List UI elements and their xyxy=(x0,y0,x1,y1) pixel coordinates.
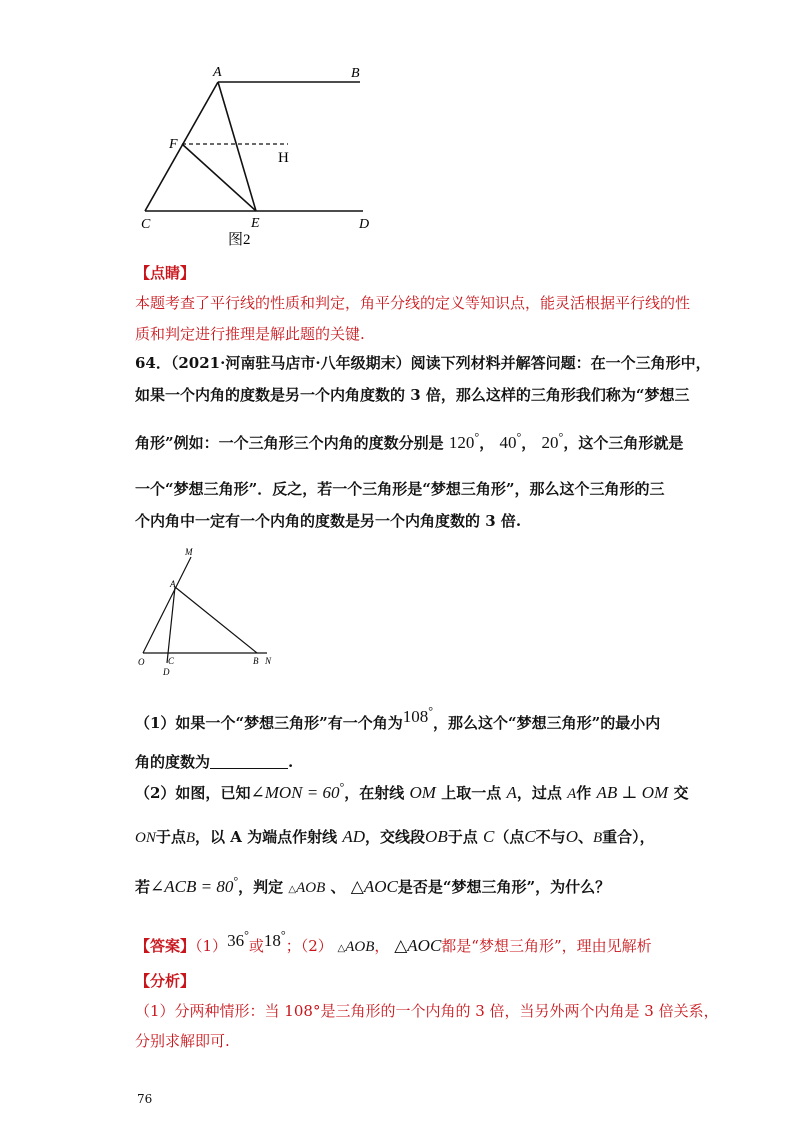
q2-text-f: 交 xyxy=(673,784,689,802)
angle-20: 20° xyxy=(541,430,564,452)
ray-ad-label: AD xyxy=(342,827,366,846)
figure-2 xyxy=(135,60,385,250)
ray-om xyxy=(143,557,191,653)
q2-text-i: ，交线段 xyxy=(365,828,426,846)
q1-line-1 xyxy=(135,704,660,733)
answer-header: 【答案】 xyxy=(135,937,196,955)
q2-text-j: 于点 xyxy=(447,828,478,846)
problem-line-5: 个内角中一定有一个内角的度数是另一个内角度数的 3 倍. xyxy=(135,512,522,530)
angle-40: 40° xyxy=(499,430,522,452)
angle-120: 120° xyxy=(448,430,480,452)
problem-line-1: 64．（2021·河南驻马店市·八年级期末）阅读下列材料并解答问题：在一个三角形中， xyxy=(135,354,711,372)
answer-blank[interactable] xyxy=(210,754,288,769)
perp-ab-om: AB ⊥ OM xyxy=(596,783,669,802)
dianjing-header: 【点睛】 xyxy=(135,264,196,282)
label-d: D xyxy=(163,667,170,677)
problem-line-4: 一个“梦想三角形”．反之，若一个三角形是“梦想三角形”，那么这个三角形的三 xyxy=(135,480,665,498)
q2-text-d: ，过点 xyxy=(516,784,562,802)
angle-mon: ∠MON = 60° xyxy=(250,780,345,802)
angle-acb: ∠ACB = 80° xyxy=(150,874,239,896)
q2-text-h: ，以 A 为端点作射线 xyxy=(195,828,338,846)
q2-text-l: 不与 xyxy=(535,828,566,846)
answer-18: 18° xyxy=(263,928,286,950)
q2-text-a: （2）如图，已知 xyxy=(135,784,251,802)
q2-text-q: 、 xyxy=(330,878,346,896)
answer-part-a: （1） xyxy=(195,937,228,955)
point-a-2: A xyxy=(567,786,577,802)
q2-text-p: ，判定 xyxy=(238,878,284,896)
analysis-header: 【分析】 xyxy=(135,972,196,990)
q2-line-2 xyxy=(135,826,655,847)
answer-sep: ， xyxy=(374,937,390,955)
label-e: E xyxy=(251,216,260,231)
segment-ab xyxy=(175,587,257,653)
angle-108: 108° xyxy=(402,704,434,726)
label-m: M xyxy=(185,547,193,557)
label-c: C xyxy=(168,656,175,666)
answer-36: 36° xyxy=(227,928,249,950)
triangle-aob: △AOB xyxy=(288,880,326,896)
label-a: A xyxy=(170,579,176,589)
answer-line xyxy=(135,928,652,956)
label-n: N xyxy=(265,656,272,666)
answer-or: 或 xyxy=(248,937,264,955)
q2-text-b: ，在射线 xyxy=(344,784,405,802)
ray-om-label: OM xyxy=(409,783,436,802)
label-b: B xyxy=(351,66,360,81)
answer-part-c: 都是“梦想三角形”，理由见解析 xyxy=(441,937,652,955)
q2-text-o: 若 xyxy=(135,878,151,896)
q2-line-3 xyxy=(135,874,610,897)
segment-ob-label: OB xyxy=(425,827,448,846)
q2-text-k: （点 xyxy=(494,828,525,846)
ray-ad xyxy=(167,587,175,663)
q2-text-g: 于点 xyxy=(155,828,186,846)
analysis-line-1: （1）分两种情形：当 108°是三角形的一个内角的 3 倍，当另外两个内角是 3 倍关系， xyxy=(135,1002,719,1020)
page-number: 76 xyxy=(137,1092,153,1106)
label-o: O xyxy=(138,657,145,667)
segment-fe xyxy=(182,144,256,211)
analysis-line-2: 分别求解即可. xyxy=(135,1032,230,1050)
figure-mon xyxy=(135,545,285,680)
q2-text-c: 上取一点 xyxy=(441,784,502,802)
point-c-2: C xyxy=(524,827,536,846)
label-d: D xyxy=(359,217,370,232)
point-o: O xyxy=(565,827,578,846)
ray-on-label: ON xyxy=(135,830,156,846)
dianjing-line-2: 质和判定进行推理是解此题的关键. xyxy=(135,325,365,343)
sep-2: ， xyxy=(521,434,537,452)
problem-line-3-a: 角形”例如：一个三角形三个内角的度数分别是 xyxy=(135,434,444,452)
q2-text-r: 是否是“梦想三角形”，为什么？ xyxy=(397,878,611,896)
point-b-2: B xyxy=(592,830,603,846)
point-c: C xyxy=(482,827,495,846)
problem-line-2: 如果一个内角的度数是另一个内角度数的 3 倍，那么这样的三角形我们称为“梦想三 xyxy=(135,386,690,404)
q1-part-a: （1）如果一个“梦想三角形”有一个角为 xyxy=(135,714,403,732)
answer-part-b: ；（2） xyxy=(285,937,333,955)
segment-ae xyxy=(218,82,256,211)
answer-triangle-aob: △AOB xyxy=(337,939,375,955)
q2-text-n: 重合）， xyxy=(602,828,655,846)
q1-line-2 xyxy=(135,751,293,772)
sep-1: ， xyxy=(479,434,495,452)
label-b: B xyxy=(253,656,259,666)
q2-text-e: 作 xyxy=(576,784,592,802)
figure-caption: 图2 xyxy=(228,232,251,248)
label-h: H xyxy=(278,150,289,166)
label-a: A xyxy=(213,65,222,80)
q2-text-m: 、 xyxy=(577,828,593,846)
problem-line-3 xyxy=(135,430,683,453)
q1-line-2-b: . xyxy=(288,753,294,771)
label-f: F xyxy=(169,137,178,152)
q1-line-2-a: 角的度数为 xyxy=(135,753,211,771)
answer-triangle-aoc: △AOC xyxy=(394,936,442,955)
segment-ac xyxy=(145,82,218,211)
point-a: A xyxy=(506,783,517,802)
point-b: B xyxy=(185,830,196,846)
dianjing-line-1: 本题考查了平行线的性质和判定，角平分线的定义等知识点，能灵活根据平行线的性 xyxy=(135,294,691,312)
q1-part-b: ，那么这个“梦想三角形”的最小内 xyxy=(433,714,661,732)
problem-line-3-b: ，这个三角形就是 xyxy=(563,434,684,452)
q2-line-1 xyxy=(135,780,688,803)
triangle-aoc: △AOC xyxy=(350,877,398,896)
label-c: C xyxy=(141,217,151,232)
